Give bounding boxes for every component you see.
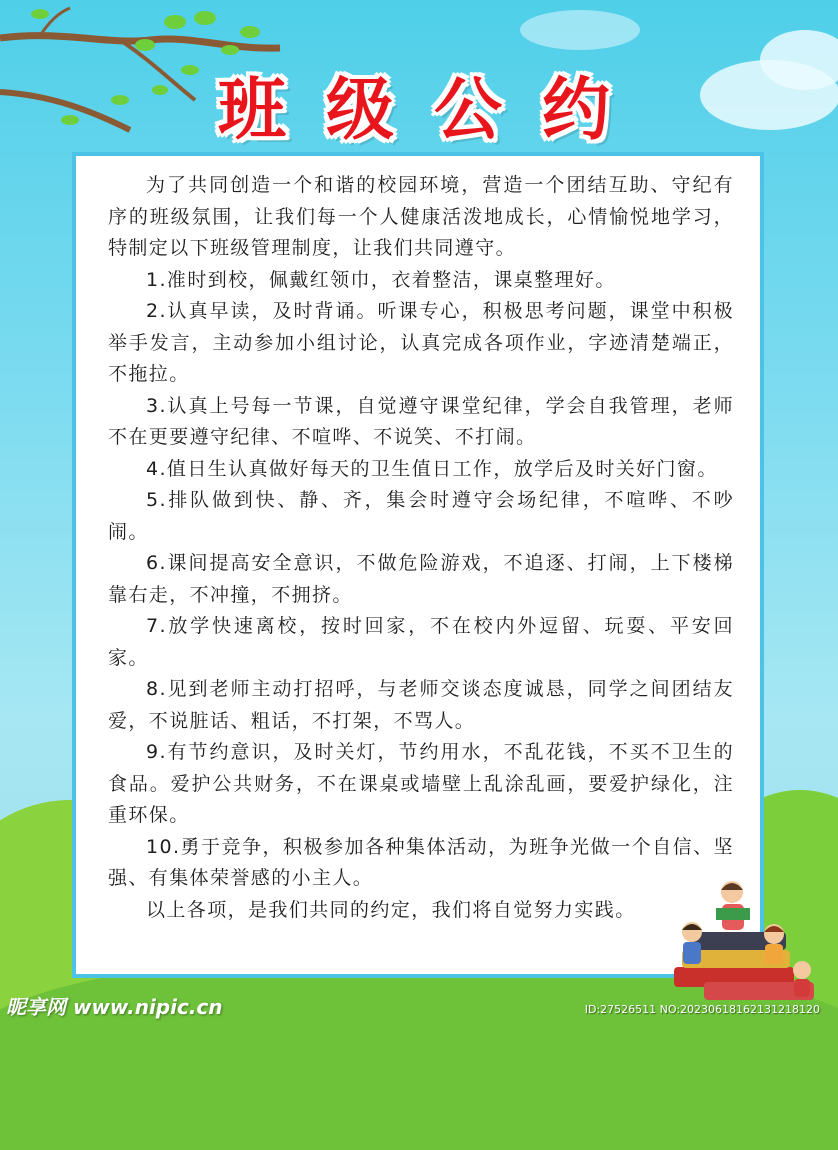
cloud-decoration [520,10,640,50]
rule-item: 2.认真早读，及时背诵。听课专心，积极思考问题，课堂中积极举手发言，主动参加小组讨论，认真完成各项作业，字迹清楚端正，不拖拉。 [108,300,734,385]
watermark-id: ID:27526511 NO:20230618162131218120 [584,1003,820,1016]
closing-paragraph: 以上各项，是我们共同的约定，我们将自觉努力实践。 [146,898,636,921]
rule-item: 1.准时到校，佩戴红领巾，衣着整洁，课桌整理好。 [146,268,616,291]
rule-item: 8.见到老师主动打招呼，与老师交谈态度诚恳，同学之间团结友爱，不说脏话、粗话，不打架，不骂人。 [108,678,734,732]
rule-item: 4.值日生认真做好每天的卫生值日工作，放学后及时关好门窗。 [146,457,718,480]
page-title: 班级公约 [217,71,650,150]
rule-item: 7.放学快速离校，按时回家，不在校内外逗留、玩耍、平安回家。 [108,615,734,669]
watermark-logo: 昵享网 www.nipic.cn [6,995,223,1019]
intro-paragraph: 为了共同创造一个和谐的校园环境，营造一个团结互助、守纪有序的班级氛围，让我们每一个人健康活泼地成长，心情愉悦地学习，特制定以下班级管理制度，让我们共同遵守。 [108,174,734,259]
rule-item: 10.勇于竞争，积极参加各种集体活动，为班争光做一个自信、坚强、有集体荣誉感的小主人。 [108,835,734,889]
rule-item: 5.排队做到快、静、齐，集会时遵守会场纪律，不喧哗、不吵闹。 [108,489,734,543]
children-reading-illustration [664,872,824,1012]
rule-item: 3.认真上号每一节课，自觉遵守课堂纪律，学会自我管理，老师不在更要遵守纪律、不喧哗、不说笑、不打闹。 [108,394,734,448]
rule-item: 9.有节约意识，及时关灯，节约用水，不乱花钱，不买不卫生的食品。爱护公共财务，不在课桌或墙壁上乱涂乱画，要爱护绿化，注重环保。 [108,741,734,826]
rule-item: 6.课间提高安全意识，不做危险游戏，不追逐、打闹，上下楼梯靠右走，不冲撞，不拥挤。 [108,552,734,606]
content-panel [72,152,764,978]
